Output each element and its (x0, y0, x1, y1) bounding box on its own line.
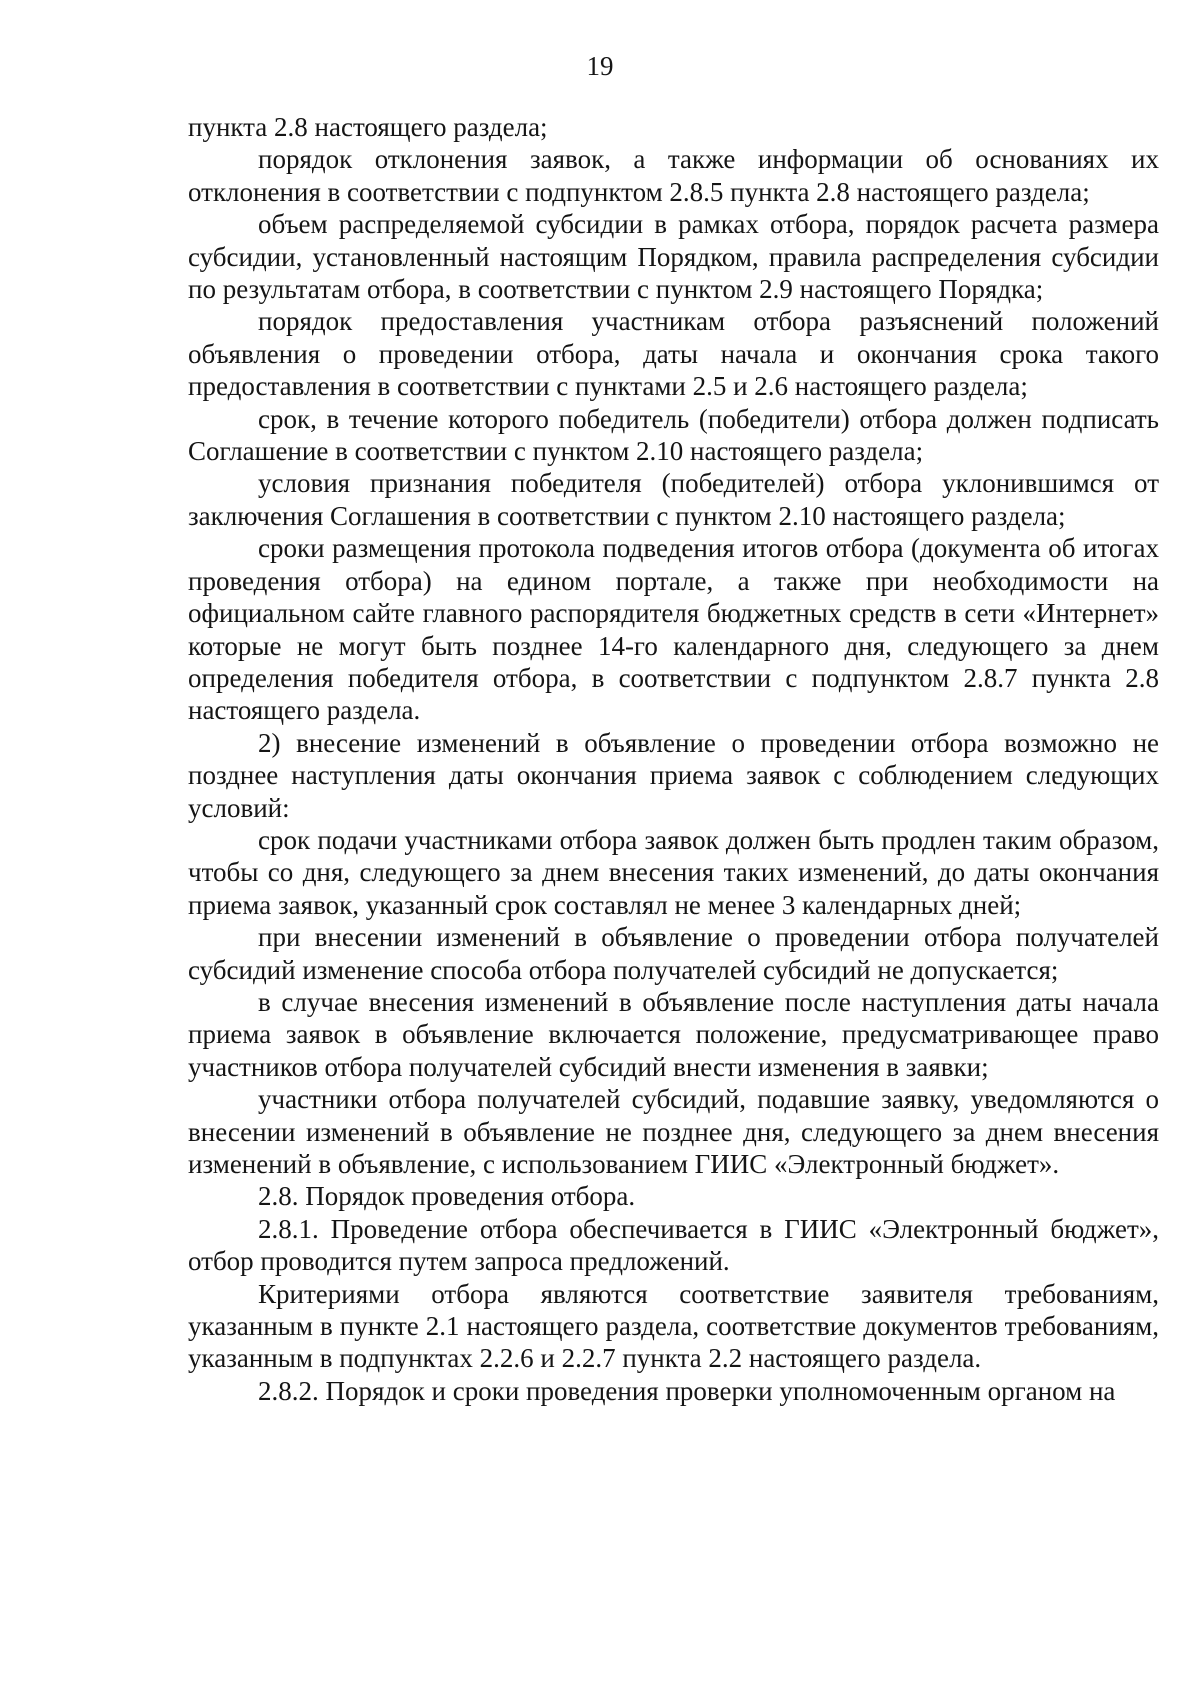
paragraph-2-8-2: 2.8.2. Порядок и сроки проведения проверки уполномоченным органом на (258, 1375, 1116, 1406)
paragraph-evasion-conditions: условия признания победителя (победителей) отбора уклонившимся от заключения Соглашения в соответствии с пунктом 2.10 настоящего раздела; (188, 468, 1159, 531)
paragraph-application-changes: в случае внесения изменений в объявление после наступления даты начала приема заявок в объявление включается положение, предусматривающее право участников отбора получателей субсидий внести изменения в заявки; (188, 986, 1159, 1082)
paragraph-2-8-1: 2.8.1. Проведение отбора обеспечивается в ГИИС «Электронный бюджет», отбор проводится путем запроса предложений. (188, 1213, 1159, 1277)
paragraph-subsidy-volume: объем распределяемой субсидии в рамках отбора, порядок расчета размера субсидии, установленный настоящим Порядком, правила распределения субсидии по результатам отбора, в соответствии с пунктом 2.9 настоящего Порядка; (188, 209, 1159, 305)
paragraph-participant-notification: участники отбора получателей субсидий, подавшие заявку, уведомляются о внесении изменений в объявление не позднее дня, следующего за днем внесения изменений в объявление, с использованием ГИИС «Электронный бюджет». (188, 1084, 1159, 1179)
paragraph-protocol-terms: сроки размещения протокола подведения итогов отбора (документа об итогах проведения отбора) на едином портале, а также при необходимости на официальном сайте главного распорядителя бюджетных средств в сети «Интернет» которые не могут быть позднее 14-го календарного дня, следующего за днем определения победителя отбора, в соответствии с подпунктом 2.8.7 пункта 2.8 настоящего раздела. (188, 533, 1159, 726)
section-heading-2-8: 2.8. Порядок проведения отбора. (258, 1181, 636, 1212)
document-body (188, 111, 1159, 1407)
page-number: 19 (586, 51, 614, 81)
paragraph-clarifications: порядок предоставления участникам отбора разъяснений положений объявления о проведении отбора, даты начала и окончания срока такого предоставления в соответствии с пунктами 2.5 и 2.6 настоящего раздела; (188, 306, 1159, 402)
paragraph-agreement-term: срок, в течение которого победитель (победители) отбора должен подписать Соглашение в соответствии с пунктом 2.10 настоящего раздела; (188, 403, 1159, 467)
paragraph-method-unchanged: при внесении изменений в объявление о проведении отбора получателей субсидий изменение способа отбора получателей субсидий не допускается; (188, 922, 1159, 985)
paragraph-continuation: пункта 2.8 настоящего раздела; (188, 112, 548, 142)
paragraph-submission-extension: срок подачи участниками отбора заявок должен быть продлен таким образом, чтобы со дня, следующего за днем внесения таких изменений, до даты окончания приема заявок, указанный срок составлял не менее 3 календарных дней; (188, 824, 1159, 920)
paragraph-amendments: 2) внесение изменений в объявление о проведении отбора возможно не позднее наступления даты окончания приема заявок с соблюдением следующих условий: (188, 727, 1159, 823)
paragraph-rejection-order: порядок отклонения заявок, а также информации об основаниях их отклонения в соответствии с подпунктом 2.8.5 пункта 2.8 настоящего раздела; (188, 144, 1159, 207)
paragraph-selection-criteria: Критериями отбора являются соответствие заявителя требованиям, указанным в пункте 2.1 настоящего раздела, соответствие документов требованиям, указанным в подпунктах 2.2.6 и 2.2.7 пункта 2.2 настоящего раздела. (188, 1278, 1159, 1374)
